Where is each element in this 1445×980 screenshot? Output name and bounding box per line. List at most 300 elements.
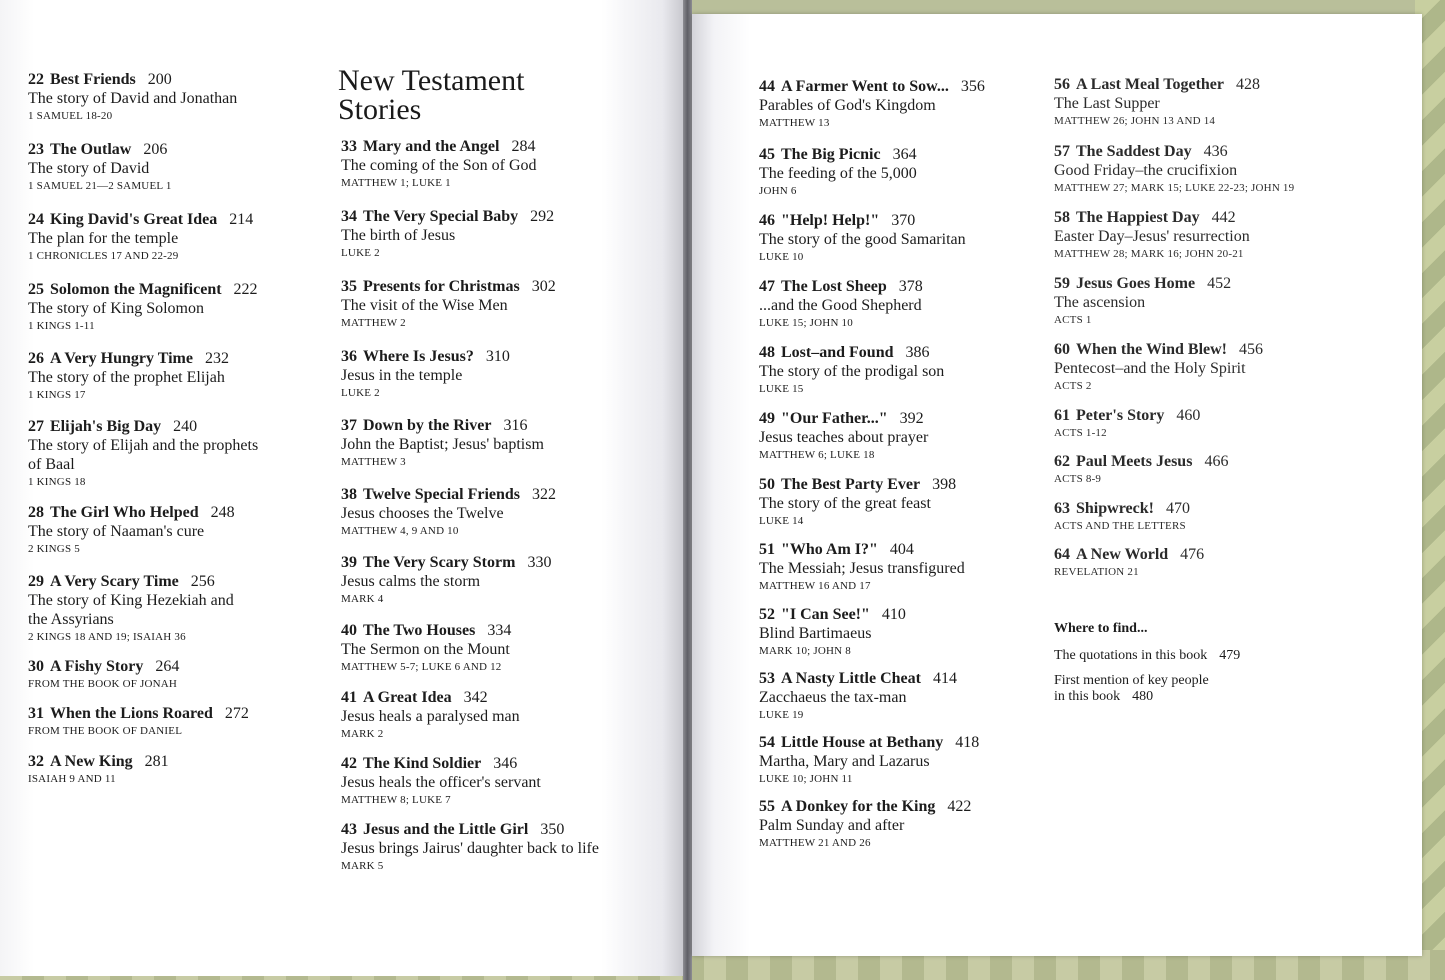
entry-title-line xyxy=(28,210,253,229)
toc-entry xyxy=(28,752,169,787)
entry-page-number: 466 xyxy=(1204,453,1229,470)
entry-page-number: 386 xyxy=(905,344,930,361)
entry-title: Paul Meets Jesus xyxy=(1076,453,1193,470)
entry-title: When the Lions Roared xyxy=(50,705,213,722)
toc-entry xyxy=(341,553,551,607)
entry-bible-reference: LUKE 2 xyxy=(341,247,380,259)
entry-number: 59 xyxy=(1054,275,1070,292)
entry-subtitle: The ascension xyxy=(1054,294,1146,311)
entry-page-number: 310 xyxy=(485,348,510,365)
entry-page-number: 410 xyxy=(881,606,906,623)
entry-subtitle: ...and the Good Shepherd xyxy=(759,297,922,314)
entry-page-number: 316 xyxy=(503,417,528,434)
entry-title: The Two Houses xyxy=(363,622,476,639)
entry-page-number: 346 xyxy=(493,755,518,772)
entry-page-number: 322 xyxy=(532,486,557,503)
entry-bible-reference: ACTS 1-12 xyxy=(1054,427,1107,439)
entry-page-number: 378 xyxy=(898,278,923,295)
entry-number: 44 xyxy=(759,78,775,95)
entry-title: A Nasty Little Cheat xyxy=(781,670,921,687)
entry-number: 52 xyxy=(759,606,775,623)
toc-entry xyxy=(341,621,511,675)
entry-title: A Donkey for the King xyxy=(781,798,936,815)
entry-subtitle: The plan for the temple xyxy=(28,230,179,247)
entry-title-line xyxy=(1054,545,1204,564)
entry-subtitle: The story of King Hezekiah and xyxy=(28,592,234,609)
entry-subtitle-continued: the Assyrians xyxy=(28,611,114,628)
entry-bible-reference: MATTHEW 28; MARK 16; JOHN 20-21 xyxy=(1054,248,1244,260)
entry-page-number: 392 xyxy=(899,410,924,427)
entry-subtitle: The story of the prophet Elijah xyxy=(28,369,225,386)
entry-page-number: 292 xyxy=(530,208,555,225)
toc-entry xyxy=(1054,340,1263,394)
entry-bible-reference: REVELATION 21 xyxy=(1054,566,1139,578)
entry-page-number: 356 xyxy=(960,78,985,95)
entry-number: 24 xyxy=(28,211,44,228)
entry-title: The Kind Soldier xyxy=(363,755,482,772)
entry-title: "I Can See!" xyxy=(781,606,870,623)
entry-number: 32 xyxy=(28,753,44,770)
entry-number: 62 xyxy=(1054,453,1070,470)
entry-title: The Outlaw xyxy=(50,141,132,158)
entry-title: Down by the River xyxy=(363,417,492,434)
entry-title-line xyxy=(1054,499,1190,518)
entry-number: 46 xyxy=(759,212,775,229)
entry-title-line xyxy=(341,553,551,572)
entry-bible-reference: 1 SAMUEL 21—2 SAMUEL 1 xyxy=(28,180,172,192)
entry-subtitle: The story of King Solomon xyxy=(28,300,204,317)
entry-title-line xyxy=(341,137,537,156)
entry-title-line xyxy=(341,621,511,640)
entry-title: "Who Am I?" xyxy=(781,541,878,558)
toc-entry xyxy=(759,145,917,199)
entry-number: 60 xyxy=(1054,341,1070,358)
entry-subtitle: The story of David xyxy=(28,160,150,177)
quotations-page: 479 xyxy=(1219,648,1241,663)
entry-number: 33 xyxy=(341,138,357,155)
entry-number: 40 xyxy=(341,622,357,639)
toc-entry xyxy=(759,475,956,529)
entry-subtitle: The story of the good Samaritan xyxy=(759,231,966,248)
entry-subtitle: The coming of the Son of God xyxy=(341,157,537,174)
entry-bible-reference: 1 KINGS 17 xyxy=(28,389,86,401)
entry-title: The Saddest Day xyxy=(1076,143,1192,160)
entry-title-line xyxy=(341,277,556,296)
entry-subtitle: Jesus calms the storm xyxy=(341,573,481,590)
entry-title-line xyxy=(28,657,179,676)
toc-entry xyxy=(1054,545,1204,580)
entry-number: 27 xyxy=(28,418,44,435)
key-people-label-line-2: in this book xyxy=(1054,689,1121,704)
toc-entry xyxy=(759,211,966,265)
entry-page-number: 264 xyxy=(155,658,180,675)
toc-entry xyxy=(1054,142,1294,196)
entry-title: Jesus Goes Home xyxy=(1076,275,1196,292)
toc-entry xyxy=(341,347,510,401)
entry-title: Twelve Special Friends xyxy=(363,486,521,503)
entry-title-line xyxy=(759,277,923,296)
toc-entry xyxy=(759,733,979,787)
entry-bible-reference: LUKE 10; JOHN 11 xyxy=(759,773,853,785)
toc-entry xyxy=(341,137,537,191)
entry-bible-reference: FROM THE BOOK OF JONAH xyxy=(28,678,178,690)
toc-entry xyxy=(341,754,541,808)
entry-title-line xyxy=(28,417,258,436)
entry-number: 43 xyxy=(341,821,357,838)
entry-title: Jesus and the Little Girl xyxy=(363,821,529,838)
toc-entry xyxy=(28,503,235,557)
entry-bible-reference: 1 CHRONICLES 17 AND 22-29 xyxy=(28,250,179,262)
entry-page-number: 350 xyxy=(540,821,565,838)
entry-number: 54 xyxy=(759,734,775,751)
entry-title: The Very Special Baby xyxy=(363,208,519,225)
entry-title: A Very Scary Time xyxy=(50,573,179,590)
entry-page-number: 281 xyxy=(144,753,169,770)
toc-entry xyxy=(759,277,923,331)
entry-title-line xyxy=(341,416,544,435)
entry-bible-reference: MATTHEW 21 AND 26 xyxy=(759,837,871,849)
entry-number: 50 xyxy=(759,476,775,493)
toc-entry xyxy=(1054,75,1260,129)
section-heading xyxy=(338,66,524,124)
entry-subtitle: Jesus chooses the Twelve xyxy=(341,505,504,522)
toc-entry xyxy=(759,669,957,723)
entry-page-number: 428 xyxy=(1236,76,1260,93)
entry-title-line xyxy=(759,797,971,816)
entry-title-line xyxy=(28,349,229,368)
entry-subtitle: The story of Naaman's cure xyxy=(28,523,205,540)
entry-title: "Our Father..." xyxy=(781,410,888,427)
entry-bible-reference: MATTHEW 4, 9 AND 10 xyxy=(341,525,459,537)
entry-number: 30 xyxy=(28,658,44,675)
entry-subtitle: Pentecost–and the Holy Spirit xyxy=(1054,360,1246,377)
entry-number: 22 xyxy=(28,71,44,88)
entry-title: The Girl Who Helped xyxy=(50,504,199,521)
entry-subtitle: The Sermon on the Mount xyxy=(341,641,510,658)
entry-bible-reference: 2 KINGS 18 AND 19; ISAIAH 36 xyxy=(28,631,186,643)
entry-subtitle-continued: of Baal xyxy=(28,456,75,473)
entry-number: 29 xyxy=(28,573,44,590)
entry-number: 23 xyxy=(28,141,44,158)
entry-page-number: 442 xyxy=(1211,209,1236,226)
entry-bible-reference: ACTS 2 xyxy=(1054,380,1092,392)
entry-page-number: 302 xyxy=(531,278,556,295)
entry-subtitle: John the Baptist; Jesus' baptism xyxy=(341,436,544,453)
entry-page-number: 214 xyxy=(229,211,254,228)
entry-bible-reference: ACTS 1 xyxy=(1054,314,1092,326)
entry-title: Peter's Story xyxy=(1076,407,1165,424)
entry-title: A New World xyxy=(1076,546,1169,563)
entry-page-number: 232 xyxy=(204,350,229,367)
entry-number: 58 xyxy=(1054,209,1070,226)
toc-entry xyxy=(1054,406,1200,441)
toc-entry xyxy=(28,280,258,334)
entry-bible-reference: 2 KINGS 5 xyxy=(28,543,80,555)
entry-number: 49 xyxy=(759,410,775,427)
entry-subtitle: The visit of the Wise Men xyxy=(341,297,508,314)
toc-entry xyxy=(341,820,599,874)
entry-page-number: 248 xyxy=(210,504,235,521)
entry-title-line xyxy=(759,669,957,688)
entry-number: 35 xyxy=(341,278,357,295)
entry-page-number: 460 xyxy=(1176,407,1201,424)
entry-title-line xyxy=(759,605,906,624)
entry-subtitle: The birth of Jesus xyxy=(341,227,456,244)
toc-entry xyxy=(759,409,928,463)
toc-entry xyxy=(28,704,249,739)
entry-bible-reference: MARK 4 xyxy=(341,593,384,605)
key-people-page: 480 xyxy=(1132,689,1154,704)
entry-number: 34 xyxy=(341,208,357,225)
contents-column-1 xyxy=(28,70,318,830)
entry-subtitle: Parables of God's Kingdom xyxy=(759,97,936,114)
toc-entry xyxy=(28,572,234,645)
entry-title-line xyxy=(28,140,172,159)
entry-page-number: 476 xyxy=(1180,546,1205,563)
entry-title-line xyxy=(759,77,985,96)
entry-page-number: 422 xyxy=(947,798,972,815)
where-to-find-key-people xyxy=(1054,673,1209,705)
entry-title-line xyxy=(28,572,234,591)
entry-number: 38 xyxy=(341,486,357,503)
entry-page-number: 404 xyxy=(889,541,914,558)
toc-entry xyxy=(28,210,253,264)
entry-subtitle: The story of the prodigal son xyxy=(759,363,945,380)
contents-column-3 xyxy=(759,77,1044,877)
entry-title-line xyxy=(341,754,541,773)
section-heading-line-1: New Testament xyxy=(338,64,525,97)
entry-subtitle: The Last Supper xyxy=(1054,95,1160,112)
entry-page-number: 370 xyxy=(891,212,916,229)
entry-page-number: 284 xyxy=(511,138,536,155)
toc-entry xyxy=(759,77,985,131)
entry-title-line xyxy=(341,207,554,226)
entry-title-line xyxy=(759,409,928,428)
entry-bible-reference: MATTHEW 26; JOHN 13 AND 14 xyxy=(1054,115,1216,127)
entry-title: A Fishy Story xyxy=(50,658,144,675)
entry-number: 51 xyxy=(759,541,775,558)
entry-bible-reference: MATTHEW 16 AND 17 xyxy=(759,580,871,592)
entry-subtitle: Blind Bartimaeus xyxy=(759,625,872,642)
entry-title-line xyxy=(759,733,979,752)
entry-title: A Last Meal Together xyxy=(1076,76,1224,93)
entry-title-line xyxy=(28,704,249,723)
entry-subtitle: Easter Day–Jesus' resurrection xyxy=(1054,228,1250,245)
entry-bible-reference: 1 KINGS 1-11 xyxy=(28,320,95,332)
entry-bible-reference: ISAIAH 9 AND 11 xyxy=(28,773,116,785)
entry-title: A Very Hungry Time xyxy=(50,350,193,367)
entry-page-number: 414 xyxy=(932,670,957,687)
entry-title-line xyxy=(28,280,258,299)
entry-title: Shipwreck! xyxy=(1076,500,1154,517)
entry-number: 56 xyxy=(1054,76,1070,93)
entry-page-number: 418 xyxy=(955,734,980,751)
quotations-label: The quotations in this book xyxy=(1054,648,1208,663)
entry-subtitle: Jesus heals the officer's servant xyxy=(341,774,541,791)
toc-entry xyxy=(1054,499,1190,534)
entry-subtitle: Jesus teaches about prayer xyxy=(759,429,929,446)
entry-bible-reference: ACTS 8-9 xyxy=(1054,473,1102,485)
entry-subtitle: Palm Sunday and after xyxy=(759,817,905,834)
entry-number: 57 xyxy=(1054,143,1070,160)
contents-column-4 xyxy=(1054,75,1409,615)
entry-title: The Big Picnic xyxy=(781,146,881,163)
entry-bible-reference: MATTHEW 5-7; LUKE 6 AND 12 xyxy=(341,661,502,673)
entry-bible-reference: LUKE 14 xyxy=(759,515,804,527)
entry-page-number: 470 xyxy=(1165,500,1190,517)
entry-title-line xyxy=(759,475,956,494)
entry-bible-reference: MATTHEW 2 xyxy=(341,317,406,329)
entry-number: 31 xyxy=(28,705,44,722)
entry-bible-reference: 1 SAMUEL 18-20 xyxy=(28,110,113,122)
entry-subtitle: Martha, Mary and Lazarus xyxy=(759,753,930,770)
entry-subtitle: Jesus brings Jairus' daughter back to life xyxy=(341,840,599,857)
toc-entry xyxy=(341,416,544,470)
entry-number: 63 xyxy=(1054,500,1070,517)
entry-title-line xyxy=(28,70,237,89)
entry-number: 26 xyxy=(28,350,44,367)
entry-page-number: 206 xyxy=(143,141,168,158)
entry-number: 39 xyxy=(341,554,357,571)
entry-title-line xyxy=(1054,340,1263,359)
entry-number: 48 xyxy=(759,344,775,361)
entry-bible-reference: MARK 2 xyxy=(341,728,384,740)
entry-bible-reference: LUKE 15 xyxy=(759,383,804,395)
entry-bible-reference: MATTHEW 6; LUKE 18 xyxy=(759,449,875,461)
entry-subtitle: The feeding of the 5,000 xyxy=(759,165,917,182)
toc-entry xyxy=(28,349,229,403)
entry-title-line xyxy=(341,820,599,839)
entry-bible-reference: LUKE 15; JOHN 10 xyxy=(759,317,853,329)
entry-subtitle: The story of the great feast xyxy=(759,495,931,512)
toc-entry xyxy=(1054,208,1250,262)
entry-bible-reference: MATTHEW 8; LUKE 7 xyxy=(341,794,451,806)
entry-title: A Great Idea xyxy=(363,689,452,706)
entry-title-line xyxy=(1054,142,1294,161)
entry-title: Mary and the Angel xyxy=(363,138,500,155)
where-to-find-quotations xyxy=(1054,648,1240,664)
entry-title-line xyxy=(1054,406,1200,425)
entry-title-line xyxy=(1054,274,1231,293)
entry-title: Best Friends xyxy=(50,71,136,88)
toc-entry xyxy=(28,417,258,490)
entry-number: 37 xyxy=(341,417,357,434)
entry-title-line xyxy=(341,347,510,366)
entry-number: 41 xyxy=(341,689,357,706)
entry-page-number: 200 xyxy=(147,71,172,88)
entry-title: When the Wind Blew! xyxy=(1076,341,1227,358)
where-to-find-heading: Where to find... xyxy=(1054,621,1148,636)
entry-number: 28 xyxy=(28,504,44,521)
entry-title: The Best Party Ever xyxy=(781,476,921,493)
entry-bible-reference: JOHN 6 xyxy=(759,185,797,197)
entry-bible-reference: MATTHEW 13 xyxy=(759,117,830,129)
entry-number: 25 xyxy=(28,281,44,298)
entry-title: Solomon the Magnificent xyxy=(50,281,222,298)
entry-number: 53 xyxy=(759,670,775,687)
entry-title-line xyxy=(341,688,520,707)
entry-bible-reference: MATTHEW 3 xyxy=(341,456,406,468)
entry-page-number: 240 xyxy=(173,418,198,435)
entry-subtitle: The story of Elijah and the prophets xyxy=(28,437,259,454)
entry-bible-reference: MARK 10; JOHN 8 xyxy=(759,645,851,657)
entry-page-number: 334 xyxy=(487,622,512,639)
entry-title: Little House at Bethany xyxy=(781,734,944,751)
entry-title-line xyxy=(341,485,556,504)
entry-bible-reference: ACTS AND THE LETTERS xyxy=(1054,520,1186,532)
entry-number: 45 xyxy=(759,146,775,163)
entry-bible-reference: MATTHEW 27; MARK 15; LUKE 22-23; JOHN 19 xyxy=(1054,182,1295,194)
toc-entry xyxy=(341,688,520,742)
entry-title-line xyxy=(1054,208,1250,227)
entry-bible-reference: LUKE 19 xyxy=(759,709,804,721)
entry-title: A Farmer Went to Sow... xyxy=(781,78,949,95)
entry-title-line xyxy=(28,752,169,771)
entry-title: "Help! Help!" xyxy=(781,212,880,229)
entry-number: 64 xyxy=(1054,546,1070,563)
toc-entry xyxy=(28,70,237,124)
entry-title-line xyxy=(759,343,944,362)
toc-entry xyxy=(1054,452,1228,487)
toc-entry xyxy=(759,540,965,594)
entry-title: Lost–and Found xyxy=(781,344,894,361)
entry-page-number: 330 xyxy=(527,554,552,571)
entry-page-number: 342 xyxy=(463,689,488,706)
entry-title-line xyxy=(759,145,917,164)
entry-bible-reference: LUKE 10 xyxy=(759,251,804,263)
entry-number: 47 xyxy=(759,278,775,295)
toc-entry xyxy=(28,140,172,194)
entry-title: King David's Great Idea xyxy=(50,211,218,228)
entry-title-line xyxy=(1054,452,1228,471)
entry-page-number: 456 xyxy=(1239,341,1263,358)
entry-page-number: 222 xyxy=(233,281,258,298)
entry-bible-reference: LUKE 2 xyxy=(341,387,380,399)
entry-title: Elijah's Big Day xyxy=(50,418,162,435)
toc-entry xyxy=(1054,274,1231,328)
entry-bible-reference: 1 KINGS 18 xyxy=(28,476,86,488)
entry-bible-reference: MARK 5 xyxy=(341,860,384,872)
entry-bible-reference: MATTHEW 1; LUKE 1 xyxy=(341,177,451,189)
entry-title: Where Is Jesus? xyxy=(363,348,474,365)
toc-entry xyxy=(759,343,944,397)
entry-subtitle: Jesus heals a paralysed man xyxy=(341,708,520,725)
contents-column-2 xyxy=(341,137,671,897)
entry-subtitle: The story of David and Jonathan xyxy=(28,90,238,107)
entry-title: A New King xyxy=(50,753,133,770)
toc-entry xyxy=(341,277,556,331)
entry-title: The Lost Sheep xyxy=(781,278,887,295)
entry-subtitle: The Messiah; Jesus transfigured xyxy=(759,560,965,577)
entry-title-line xyxy=(1054,75,1260,94)
entry-bible-reference: FROM THE BOOK OF DANIEL xyxy=(28,725,183,737)
entry-title: The Happiest Day xyxy=(1076,209,1200,226)
entry-page-number: 436 xyxy=(1203,143,1228,160)
entry-page-number: 272 xyxy=(224,705,249,722)
toc-entry xyxy=(341,485,556,539)
entry-page-number: 398 xyxy=(932,476,957,493)
section-heading-line-2: Stories xyxy=(338,93,422,126)
toc-entry xyxy=(759,605,906,659)
entry-number: 61 xyxy=(1054,407,1070,424)
entry-number: 55 xyxy=(759,798,775,815)
entry-title-line xyxy=(28,503,235,522)
entry-title-line xyxy=(759,211,966,230)
entry-number: 42 xyxy=(341,755,357,772)
toc-entry xyxy=(759,797,971,851)
entry-subtitle: Jesus in the temple xyxy=(341,367,463,384)
entry-page-number: 256 xyxy=(190,573,215,590)
